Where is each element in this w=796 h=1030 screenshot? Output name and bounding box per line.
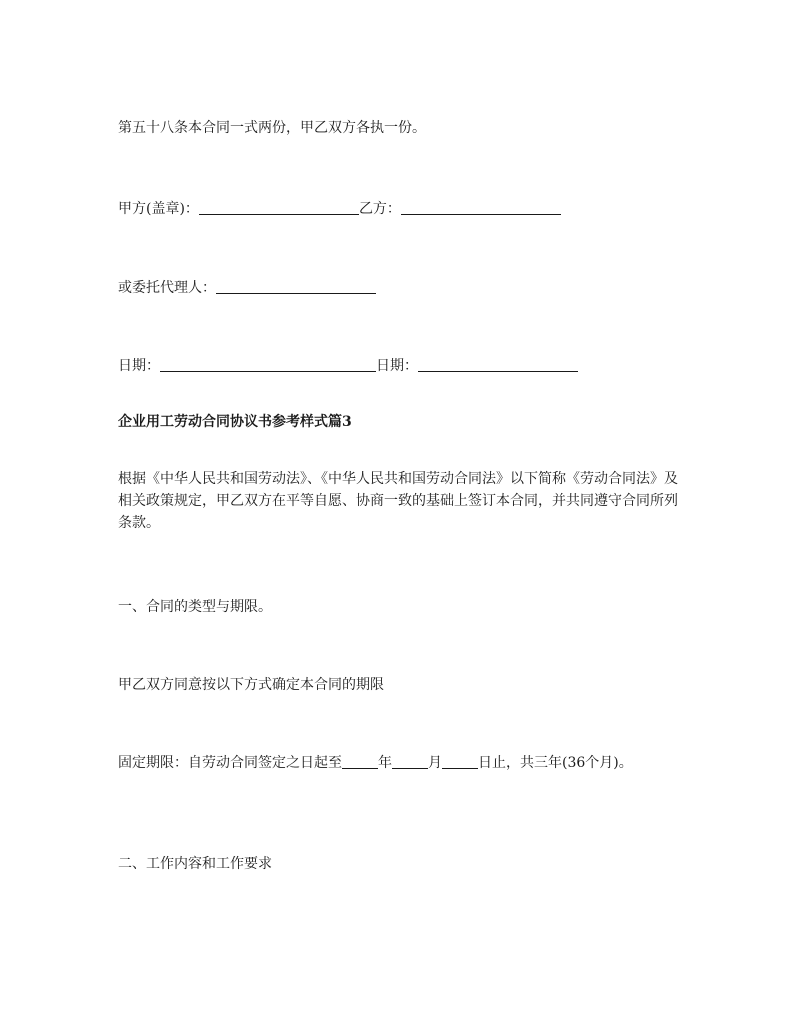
year-blank bbox=[342, 754, 378, 769]
date-label-b: 日期： bbox=[376, 358, 418, 374]
fixed-term-paragraph bbox=[118, 752, 663, 774]
signature-line-agent bbox=[118, 277, 688, 299]
signature-line-parties bbox=[118, 198, 688, 220]
section-heading: 企业用工劳动合同协议书参考样式篇3 bbox=[118, 414, 352, 430]
agent-label: 或委托代理人： bbox=[118, 280, 216, 296]
date-b-blank bbox=[418, 357, 578, 372]
party-a-label: 甲方(盖章)： bbox=[118, 201, 199, 217]
section-2-title: 二、工作内容和工作要求 bbox=[118, 856, 272, 872]
party-a-blank bbox=[199, 200, 359, 215]
agent-blank bbox=[216, 279, 376, 294]
signature-line-dates bbox=[118, 355, 688, 377]
term-paragraph: 甲乙双方同意按以下方式确定本合同的期限 bbox=[118, 677, 384, 693]
fixed-term-month: 月 bbox=[428, 755, 442, 771]
party-b-blank bbox=[401, 200, 561, 215]
intro-paragraph: 根据《中华人民共和国劳动法》、《中华人民共和国劳动合同法》以下简称《劳动合同法》及相关政策规定，甲乙双方在平等自愿、协商一致的基础上签订本合同，并共同遵守合同所列条款。 bbox=[118, 471, 678, 531]
section-1-title: 一、合同的类型与期限。 bbox=[118, 599, 272, 615]
fixed-term-year: 年 bbox=[378, 755, 392, 771]
date-label-a: 日期： bbox=[118, 358, 160, 374]
day-blank bbox=[442, 754, 478, 769]
clause-58: 第五十八条本合同一式两份，甲乙双方各执一份。 bbox=[118, 120, 426, 136]
fixed-term-prefix: 固定期限：自劳动合同签定之日起至 bbox=[118, 755, 342, 771]
party-b-label: 乙方： bbox=[358, 201, 401, 217]
date-a-blank bbox=[160, 357, 376, 372]
month-blank bbox=[392, 754, 428, 769]
fixed-term-suffix: 日止，共三年(36个月)。 bbox=[478, 755, 633, 771]
